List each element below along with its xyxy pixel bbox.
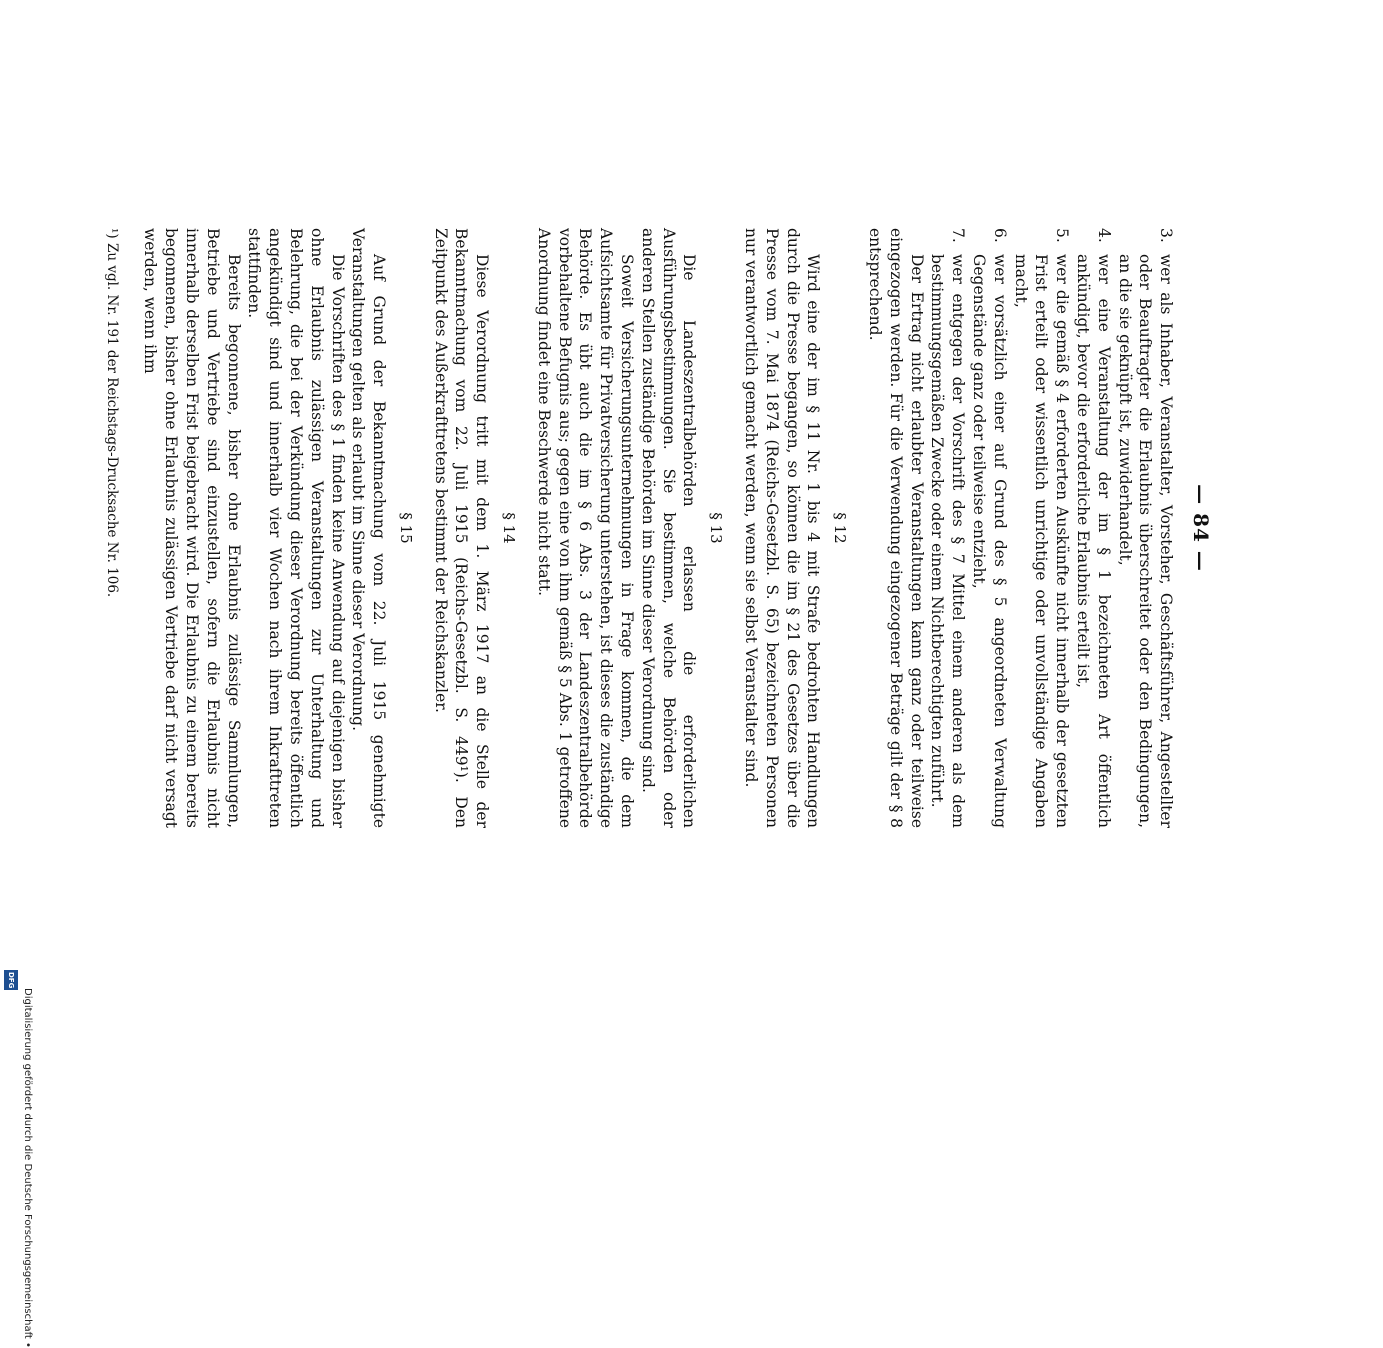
section-heading-15: § 15	[396, 512, 415, 544]
footnote: ¹) Zu vgl. Nr. 191 der Reichstags-Drucksache Nr. 106.	[103, 228, 120, 598]
list-item: 4. wer eine Veranstaltung der im § 1 bezeichneten Art öffentlich ankündigt, bevor die erforderliche Erlaubnis erteilt ist,	[1074, 228, 1113, 828]
paragraph: Wird eine der im § 11 Nr. 1 bis 4 mit Strafe bedrohten Handlungen durch die Presse begangen, so können die im § 21 des Gesetzes über die Presse vom 7. Mai 1874 (Reichs-Gesetzbl. S. 65) bezeichneten Personen nur verantwortlich gemacht werden, wenn sie selbst Veranstalter sind.	[742, 228, 823, 828]
digitization-credit: Digitalisierung gefördert durch die Deutsche Forschungsgemeinschaft •	[22, 988, 33, 1348]
list-item: 3. wer als Inhaber, Veranstalter, Vorsteher, Geschäftsführer, Angestellter oder Beauftragter die Erlaubnis überschreitet oder den Bedingungen, an die sie geknüpft ist, zuwiderhandelt,	[1115, 228, 1176, 828]
section-heading-14: § 14	[500, 512, 519, 544]
section-heading-12: § 12	[831, 512, 850, 544]
page-content	[101, 228, 1211, 828]
dfg-logo: DFG	[4, 970, 18, 990]
paragraph: Der Ertrag nicht erlaubter Veranstaltungen kann ganz oder teilweise eingezogen werden. Für die Verwendung eingezogener Beträge gilt der § 8 entsprechend.	[866, 228, 926, 828]
list-item: 5. wer die gemäß § 4 erforderten Auskünfte nicht innerhalb der gesetzten Frist erteilt oder wissentlich unrichtige oder unvollständige Angaben macht,	[1011, 228, 1072, 828]
paragraph: Die Vorschriften des § 1 finden keine Anwendung auf diejenigen bisher ohne Erlaubnis zulässigen Veranstaltungen zur Unterhaltung und Belehrung, die bei der Verkündung dieser Verordnung bereits öffentlich angekündigt sind und innerhalb vier Wochen nach ihrem Inkrafttreten stattfinden.	[245, 228, 347, 828]
paragraph: Diese Verordnung tritt mit dem 1. März 1917 an die Stelle der Bekanntmachung vom 22. Juli 1915 (Reichs-Gesetzbl. S. 449¹). Den Zeitpunkt des Außerkrafttretens bestimmt der Reichskanzler.	[431, 228, 492, 828]
page-number: — 84 —	[1189, 484, 1213, 572]
list-item: 6. wer vorsätzlich einer auf Grund des § 5 angeordneten Verwaltung Gegenstände ganz oder teilweise entzieht,	[970, 228, 1009, 828]
section-heading-13: § 13	[707, 512, 726, 544]
offense-list	[927, 228, 1177, 828]
paragraph: Auf Grund der Bekanntmachung vom 22. Juli 1915 genehmigte Veranstaltungen gelten als erlaubt im Sinne dieser Verordnung.	[349, 228, 389, 828]
paragraph: Soweit Versicherungsunternehmungen in Frage kommen, die dem Aufsichtsamte für Privatversicherung unterstehen, ist dieses die zuständige Behörde. Es übt auch die im § 6 Abs. 3 der Landeszentralbehörde vorbehaltene Befugnis aus; gegen eine von ihm gemäß § 5 Abs. 1 getroffene Anordnung findet eine Beschwerde nicht statt.	[534, 228, 637, 828]
paragraph: Die Landeszentralbehörden erlassen die erforderlichen Ausführungsbestimmungen. Sie bestimmen, welche Behörden oder anderen Stellen zuständige Behörden im Sinne dieser Verordnung sind.	[638, 228, 699, 828]
paragraph: Bereits begonnene, bisher ohne Erlaubnis zulässige Sammlungen, Betriebe und Vertriebe sind einzustellen, sofern die Erlaubnis nicht innerhalb derselben Frist beigebracht wird. Die Erlaubnis zu einem bereits begonnenen, bisher ohne Erlaubnis zulässigen Vertriebe darf nicht versagt werden, wenn ihm	[141, 228, 243, 828]
list-item: 7. wer entgegen der Vorschrift des § 7 Mittel einem anderen als dem bestimmungsgemäßen Zwecke oder einem Nichtberechtigten zuführt.	[928, 228, 968, 828]
